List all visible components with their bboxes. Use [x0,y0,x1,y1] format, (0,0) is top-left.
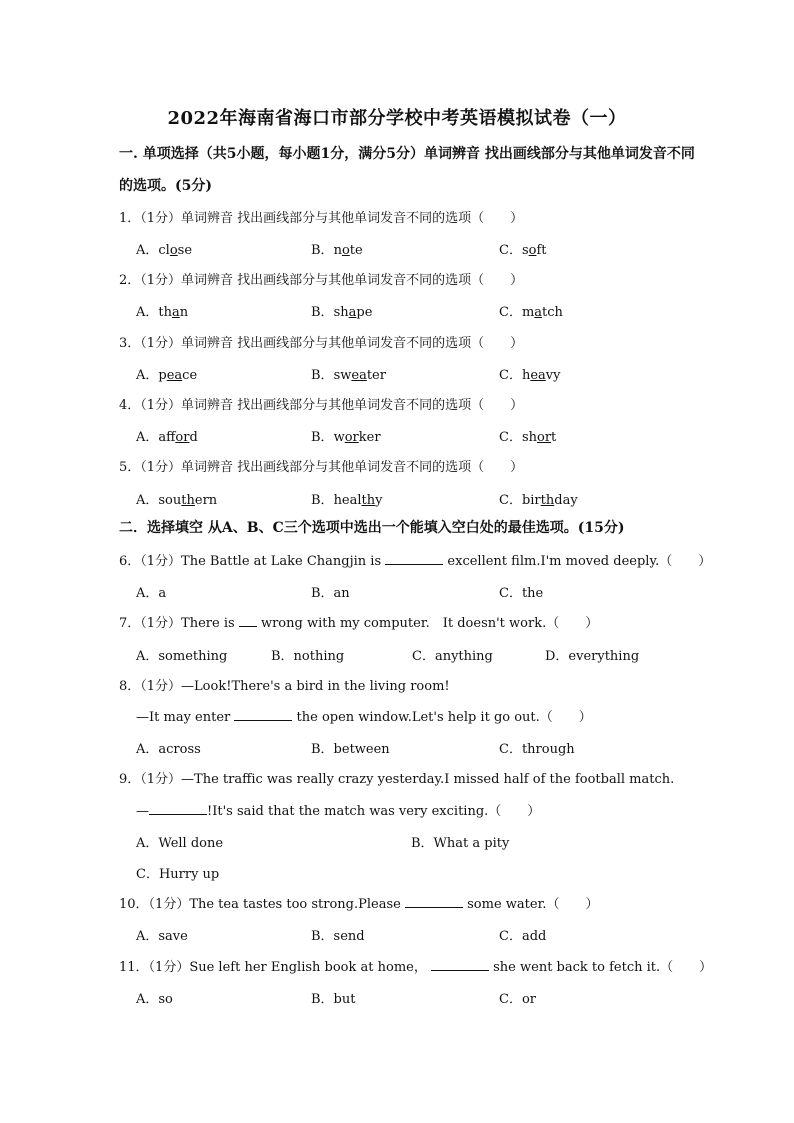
option-c[interactable]: C．Hurry up [136,867,220,882]
answer-blank[interactable] [239,615,257,627]
options-9-row2 [136,863,696,883]
options-11 [136,988,696,1008]
option-c[interactable]: C．short [499,430,557,445]
question-text: （1分）单词辨音 找出画线部分与其他单词发音不同的选项（ ） [140,211,524,226]
option-a[interactable]: A．across [136,742,201,757]
question-11: 11．（1分）Sue left her English book at home， she went back to fetch it.（ ） [119,960,713,975]
question-6: 6．（1分）The Battle at Lake Changjin is excellent film.I'm moved deeply.（ ） [119,554,712,569]
answer-blank[interactable] [405,896,463,908]
option-d[interactable]: D．everything [545,649,640,664]
option-b[interactable]: B．an [311,586,350,601]
option-a[interactable]: A．Well done [136,836,224,851]
option-a[interactable]: A．a [136,586,167,601]
options-7 [136,645,696,665]
option-b[interactable]: B．What a pity [411,836,510,851]
option-a[interactable]: A．something [136,649,228,664]
option-c[interactable]: C．through [499,742,575,757]
question-text: （1分）单词辨音 找出画线部分与其他单词发音不同的选项（ ） [140,273,524,288]
option-c[interactable]: C．anything [412,649,493,664]
question-8-reply: —It may enter the open window.Let's help it go out.（ ） [136,710,592,725]
question-text: （1分）单词辨音 找出画线部分与其他单词发音不同的选项（ ） [140,336,524,351]
question-2 [119,269,523,288]
option-b[interactable]: B．note [311,243,363,258]
question-9-reply: — !It's said that the match was very exciting.（ ） [136,804,541,819]
option-c[interactable]: C．or [499,992,536,1007]
question-number: 2． [119,273,141,288]
question-4 [119,394,523,413]
question-9: 9．（1分）—The traffic was really crazy yesterday.I missed half of the football match. [119,772,675,787]
question-7: 7．（1分）There is wrong with my computer. It doesn't work.（ ） [119,616,599,631]
option-b[interactable]: B．nothing [271,649,345,664]
options-4 [136,426,696,446]
question-number: 1． [119,211,141,226]
options-6 [136,582,696,602]
option-b[interactable]: B．but [311,992,356,1007]
option-c[interactable]: C．heavy [499,368,561,383]
option-b[interactable]: B．sweater [311,368,386,383]
exam-title: 2022年海南省海口市部分学校中考英语模拟试卷（一） [167,108,627,129]
question-text: （1分）单词辨音 找出画线部分与其他单词发音不同的选项（ ） [140,460,524,475]
option-a[interactable]: A．southern [136,493,218,508]
option-c[interactable]: C．add [499,929,547,944]
answer-blank[interactable] [234,709,292,721]
option-b[interactable]: B．shape [311,305,373,320]
answer-blank[interactable] [385,553,443,565]
options-10 [136,925,696,945]
question-10: 10．（1分）The tea tastes too strong.Please some water.（ ） [119,897,599,912]
option-a[interactable]: A．close [136,243,193,258]
option-a[interactable]: A．peace [136,368,198,383]
answer-blank[interactable] [149,803,207,815]
option-c[interactable]: C．birthday [499,493,578,508]
option-b[interactable]: B．between [311,742,390,757]
option-a[interactable]: A．than [136,305,189,320]
option-c[interactable]: C．soft [499,243,547,258]
question-number: 5． [119,460,141,475]
options-9-row1 [136,832,696,852]
option-b[interactable]: B．worker [311,430,381,445]
option-b[interactable]: B．healthy [311,493,383,508]
options-2 [136,301,696,321]
options-3 [136,364,696,384]
question-3 [119,332,523,351]
option-a[interactable]: A．save [136,929,188,944]
option-c[interactable]: C．match [499,305,563,320]
options-1 [136,239,696,259]
section-2-heading: 二．选择填空 从A、B、C三个选项中选出一个能填入空白处的最佳选项。(15分) [119,520,625,536]
options-8 [136,738,696,758]
option-c[interactable]: C．the [499,586,544,601]
question-number: 3． [119,336,141,351]
question-1 [119,207,523,226]
section-1-heading: 一. 单项选择（共5小题，每小题1分，满分5分）单词辨音 找出画线部分与其他单词发音不同的选项。(5分) [119,146,695,194]
question-5 [119,456,523,475]
options-5 [136,489,696,509]
option-b[interactable]: B．send [311,929,365,944]
answer-blank[interactable] [431,959,489,971]
question-text: （1分）单词辨音 找出画线部分与其他单词发音不同的选项（ ） [140,398,524,413]
question-number: 4． [119,398,141,413]
option-a[interactable]: A．afford [136,430,198,445]
question-8: 8．（1分）—Look!There's a bird in the living room! [119,679,450,694]
option-a[interactable]: A．so [136,992,173,1007]
